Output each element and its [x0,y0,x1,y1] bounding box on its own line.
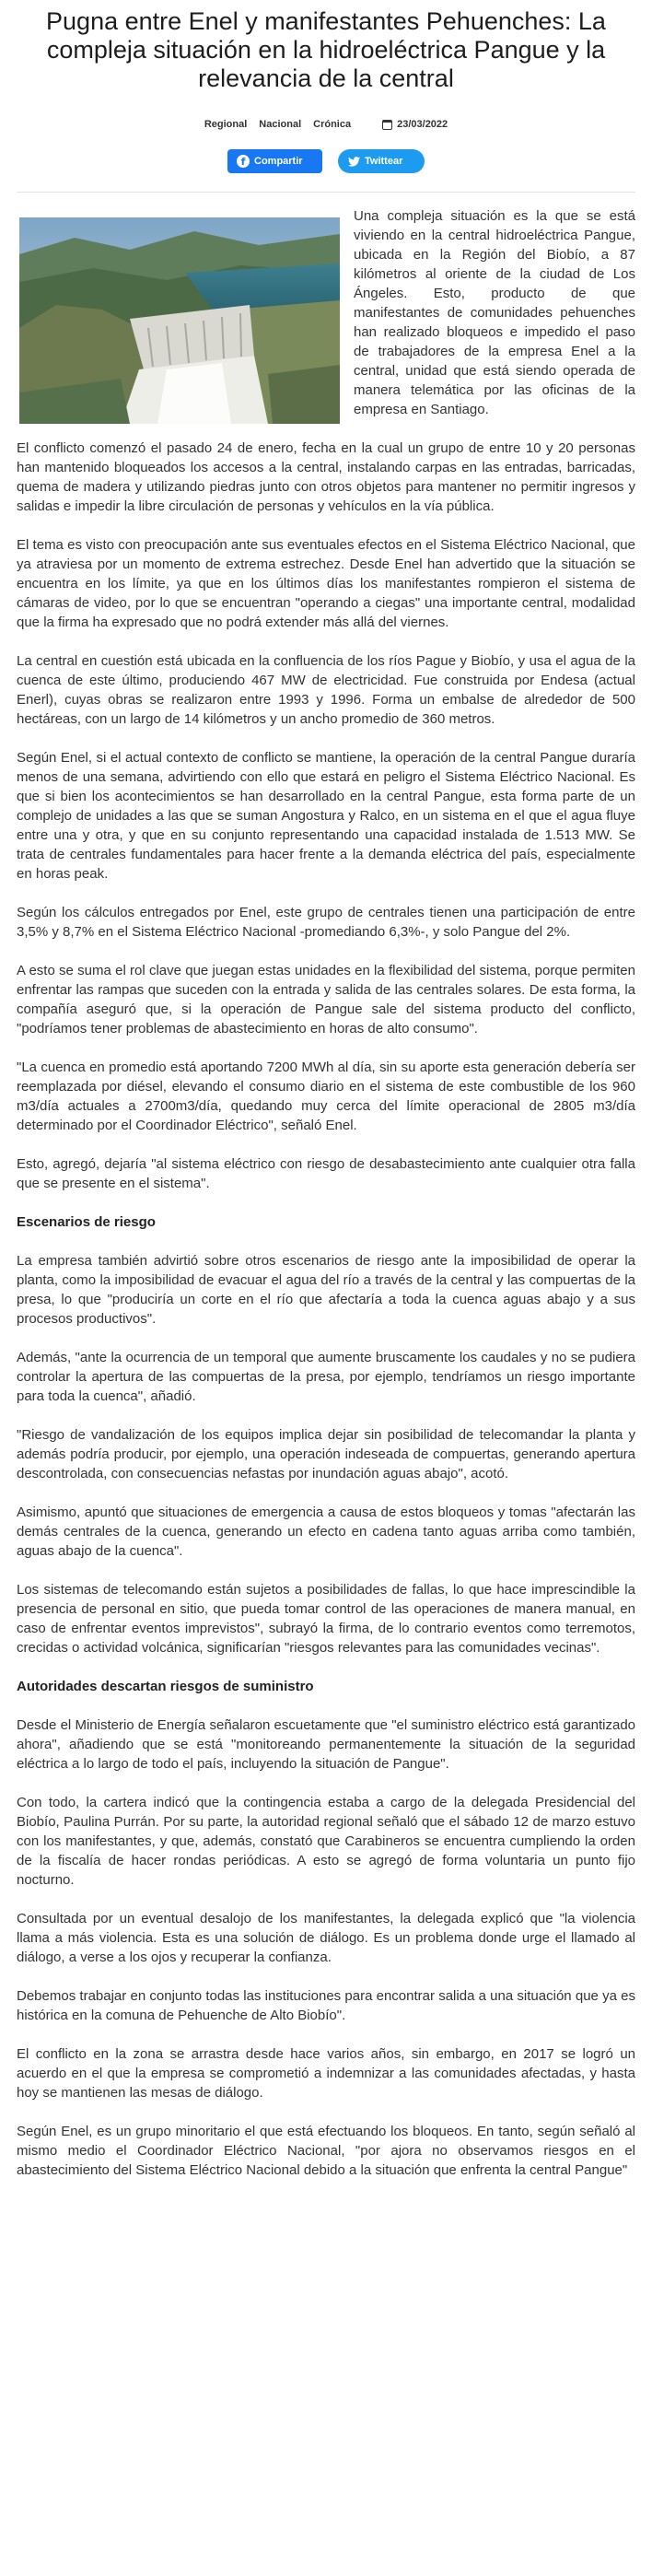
paragraph-19: El conflicto en la zona se arrastra desde hace varios años, sin embargo, en 2017 se logró un acuerdo en el que la empresa se comprometió a indemnizar a las comunidades afectadas, y hasta hoy se mantienen las mesas de diálogo. [17,2046,635,2101]
section-heading-risk: Escenarios de riesgo [17,1214,156,1230]
category-regional[interactable]: Regional [204,119,248,130]
publish-date [382,119,448,130]
calendar-icon [382,120,392,130]
paragraph-12: "Riesgo de vandalización de los equipos implica dejar sin posibilidad de telecomandar la planta y además podría producir, por ejemplo, una operación indeseada de compuertas, generando apertura descontrolada, con consecuencias nefastas por inundación aguas abajo", acotó. [17,1427,635,1481]
facebook-icon: f [237,155,250,168]
paragraph-18: Debemos trabajar en conjunto todas las instituciones para encontrar salida a una situación que ya es histórica en la comuna de Pehuenche de Alto Biobío". [17,1988,635,2023]
paragraph-7: A esto se suma el rol clave que juegan estas unidades en la flexibilidad del sistema, porque permiten enfrentar las rampas que suceden con la entrada y salida de las centrales solares. De esta forma, la compañía aseguró que, si la operación de Pangue sale del sistema producto del conflicto, "podríamos tener problemas de abastecimiento en horas de alto consumo". [17,963,635,1036]
paragraph-13: Asimismo, apuntó que situaciones de emergencia a causa de estos bloqueos y tomas "afectarán las demás centrales de la cuenca, generando un efecto en cadena tanto aguas arriba como también, aguas abajo de la cuenca". [17,1505,635,1559]
paragraph-15: Desde el Ministerio de Energía señalaron escuetamente que "el suministro eléctrico está garantizado ahora", añadiendo que se está "monitoreando permanentemente la situación de la seguridad eléctrica a lo largo de todo el país, incluyendo la situación de Pangue". [17,1717,635,1772]
section-heading-authorities: Autoridades descartan riesgos de suministro [17,1679,314,1694]
facebook-share-button[interactable] [227,149,322,173]
paragraph-4: La central en cuestión está ubicada en la confluencia de los ríos Pague y Biobío, y usa el agua de la cuenca de este último, produciendo 467 MW de electricidad. Fue construida por Endesa (actual Enerl), cuyas obras se realizaron entre 1993 y 1996. Forma un embalse de alrededor de 500 hectáreas, con un largo de 14 kilómetros y un ancho promedio de 360 metros. [17,653,635,727]
paragraph-16: Con todo, la cartera indicó que la contingencia estaba a cargo de la delegada Presidencial del Biobío, Paulina Purrán. Por su parte, la autoridad regional señaló que el sábado 12 de marzo estuvo con los manifestantes, y que, además, constató que Carabineros se encuentra cumpliendo la orden de la fiscalía de hacer rondas periódicas. A esto se agregó de forma voluntaria un punto fijo nocturno. [17,1795,635,1888]
article-title: Pugna entre Enel y manifestantes Pehuenches: La compleja situación en la hidroeléctrica Pangue y la relevancia de la central [46,7,606,92]
paragraph-2: El conflicto comenzó el pasado 24 de enero, fecha en la cual un grupo de entre 10 y 20 personas han mantenido bloqueados los accesos a la central, instalando carpas en las entradas, barricadas, quema de madera y utilizando piedras junto con otros objetos para mantener no permitir ingresos y salidas e impedir la libre circulación de personas y vehículos en la vía pública. [17,440,635,514]
twitter-share-label: Twittear [365,156,403,167]
paragraph-20: Según Enel, es un grupo minoritario el que está efectuando los bloqueos. En tanto, según señaló al mismo medio el Coordinador Eléctrico Nacional, "por ajora no observamos riesgos en el abastecimiento del Sistema Eléctrico Nacional debido a la situación que enfrenta la central Pangue" [17,2124,635,2178]
paragraph-10: La empresa también advirtió sobre otros escenarios de riesgo ante la imposibilidad de operar la planta, como la imposibilidad de evacuar el agua del río a través de la central y las compuertas de la presa, lo que "produciría un corte en el río que afectaría a toda la cuenca aguas abajo y a sus procesos productivos". [17,1253,635,1327]
twitter-icon [347,155,360,168]
paragraph-8: "La cuenca en promedio está aportando 7200 MWh al día, sin su aporte esta generación debería ser reemplazada por diésel, elevando el consumo diario en el sistema de este combustible de los 960 m3/día actuales a 2700m3/día, quedando muy cerca del límite operacional de 2805 m3/día determinado por el Coordinador Eléctrico", señaló Enel. [17,1060,635,1133]
article-meta [17,119,635,130]
category-nacional[interactable]: Nacional [259,119,302,130]
facebook-share-label: Compartir [254,156,303,167]
twitter-share-button[interactable] [338,149,425,173]
paragraph-5: Según Enel, si el actual contexto de conflicto se mantiene, la operación de la central Pangue duraría menos de una semana, advirtiendo con ello que estará en peligro el Sistema Eléctrico Nacional. Es que si bien los acontecimientos se han desarrollado en la central Pangue, esta forma parte de un complejo de unidades a las que se suman Angostura y Ralco, en un sistema en el que el agua fluye entre una y otra, y que en su conjunto representando una capacidad instalada de 1.513 MW. Se trata de centrales fundamentales para hacer frente a la demanda eléctrica del país, especialmente en horas peak. [17,750,635,882]
paragraph-11: Además, "ante la ocurrencia de un temporal que aumente bruscamente los caudales y no se pudiera controlar la apertura de las compuertas de la presa, por ejemplo, tendríamos un riesgo importante para toda la cuenca", añadió. [17,1350,635,1404]
paragraph-1: Una compleja situación es la que se está viviendo en la central hidroeléctrica Pangue, ubicada en la Región del Biobío, a 87 kilómetros al oriente de la ciudad de Los Ángeles. Esto, producto de que manifestantes de comunidades pehuenches han realizado bloqueos e impedido el paso de trabajadores de la empresa Enel a la central, unidad que está siendo operada de manera telemática por las oficinas de la empresa en Santiago. [354,208,635,417]
category-list [204,119,351,130]
category-cronica[interactable]: Crónica [313,119,352,130]
article-image [19,217,340,424]
paragraph-14: Los sistemas de telecomando están sujetos a posibilidades de fallas, lo que hace imprescindible la presencia de personal en sitio, que pueda tomar control de las operaciones de manera manual, en caso de enfrentar eventos imprevistos", subrayó la firma, de lo contrario eventos como terremotos, crecidas o actividad volcánica, significarían "riesgos relevantes para las comunidades vecinas". [17,1582,635,1656]
share-buttons [17,149,635,173]
paragraph-6: Según los cálculos entregados por Enel, este grupo de centrales tienen una participación de entre 3,5% y 8,7% en el Sistema Eléctrico Nacional -promediando 6,3%-, y solo Pangue del 2%. [17,905,635,940]
paragraph-3: El tema es visto con preocupación ante sus eventuales efectos en el Sistema Eléctrico Nacional, que ya atraviesa por un momento de extrema estrechez. Desde Enel han advertido que la situación se encuentra en los límite, ya que en los últimos días los manifestantes rompieron el sistema de cámaras de video, por lo que se encuentran "operando a ciegas" una importante central, modalidad que la firma ha expresado que no podrá extender más allá del viernes. [17,537,635,630]
date-text: 23/03/2022 [397,119,448,130]
header-divider [17,192,635,193]
paragraph-9: Esto, agregó, dejaría "al sistema eléctrico con riesgo de desabastecimiento ante cualquier otra falla que se presente en el sistema". [17,1156,635,1191]
paragraph-17: Consultada por un eventual desalojo de los manifestantes, la delegada explicó que "la violencia llama a más violencia. Esta es una solución de diálogo. Es un problema donde urge el llamado al diálogo, a verse a los ojos y recuperar la confianza. [17,1911,635,1965]
article-body [17,206,635,2180]
